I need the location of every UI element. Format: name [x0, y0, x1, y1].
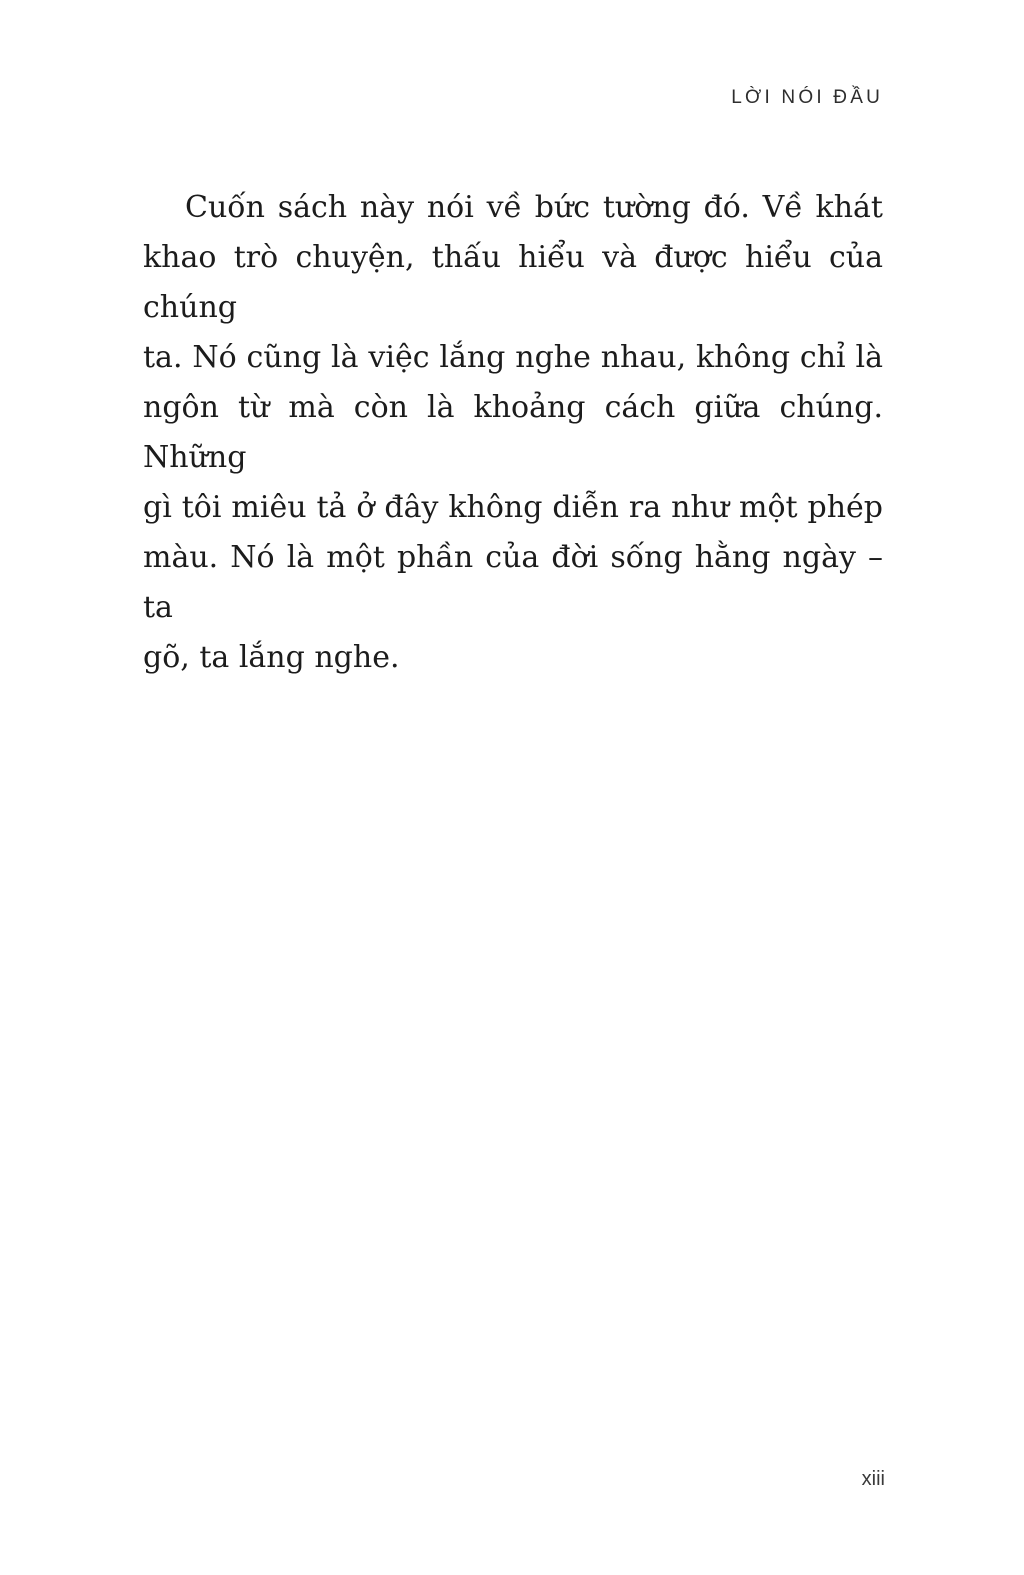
paragraph-line: ta. Nó cũng là việc lắng nghe nhau, không chỉ là: [143, 340, 883, 375]
paragraph-line: Cuốn sách này nói về bức tường đó. Về khát: [185, 190, 883, 225]
paragraph-line: gõ, ta lắng nghe.: [143, 640, 400, 675]
paragraph-line: khao trò chuyện, thấu hiểu và được hiểu của chúng: [143, 240, 883, 325]
paragraph-line: gì tôi miêu tả ở đây không diễn ra như một phép: [143, 490, 883, 525]
page-number: xiii: [861, 1468, 885, 1490]
paragraph-line: ngôn từ mà còn là khoảng cách giữa chúng. Những: [143, 390, 883, 475]
running-header: LỜI NÓI ĐẦU: [731, 87, 883, 108]
paragraph-line: màu. Nó là một phần của đời sống hằng ngày – ta: [143, 540, 883, 625]
body-paragraph: [143, 183, 883, 683]
